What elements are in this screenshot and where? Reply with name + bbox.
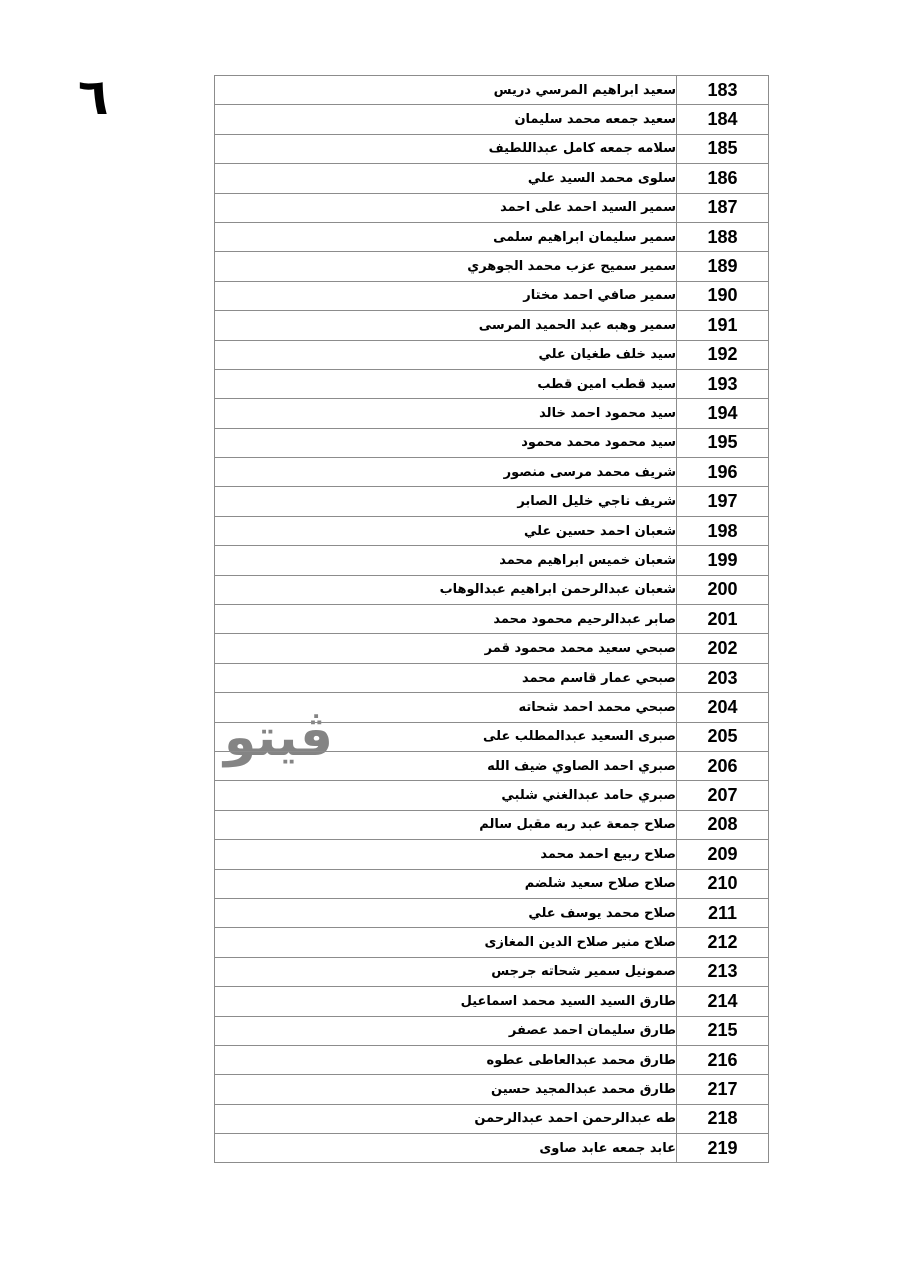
table-row — [215, 281, 769, 310]
table-row — [215, 546, 769, 575]
person-name-cell: شعبان احمد حسين علي — [215, 516, 677, 545]
row-number-cell: 195 — [677, 428, 769, 457]
row-number-cell: 210 — [677, 869, 769, 898]
table-row — [215, 634, 769, 663]
row-number-cell: 183 — [677, 76, 769, 105]
person-name-cell: طارق محمد عبدالعاطى عطوه — [215, 1045, 677, 1074]
row-number-cell: 207 — [677, 781, 769, 810]
table-row — [215, 105, 769, 134]
row-number-cell: 206 — [677, 751, 769, 780]
table-row — [215, 722, 769, 751]
row-number-cell: 188 — [677, 222, 769, 251]
table-row — [215, 458, 769, 487]
names-table-body — [215, 76, 769, 1163]
row-number-cell: 202 — [677, 634, 769, 663]
table-row — [215, 193, 769, 222]
table-row — [215, 1104, 769, 1133]
table-row — [215, 840, 769, 869]
table-row — [215, 957, 769, 986]
person-name-cell: سيد خلف طغيان علي — [215, 340, 677, 369]
person-name-cell: سمير وهبه عبد الحميد المرسى — [215, 311, 677, 340]
person-name-cell: صلاح صلاح سعيد شلضم — [215, 869, 677, 898]
table-row — [215, 1045, 769, 1074]
person-name-cell: طارق سليمان احمد عصفر — [215, 1016, 677, 1045]
row-number-cell: 187 — [677, 193, 769, 222]
page-number: ٦ — [78, 68, 109, 126]
table-row — [215, 898, 769, 927]
table-row — [215, 605, 769, 634]
person-name-cell: صلاح منير صلاح الدين المغازى — [215, 928, 677, 957]
table-row — [215, 869, 769, 898]
row-number-cell: 209 — [677, 840, 769, 869]
person-name-cell: صبحي عمار قاسم محمد — [215, 663, 677, 692]
person-name-cell: شعبان عبدالرحمن ابراهيم عبدالوهاب — [215, 575, 677, 604]
table-row — [215, 987, 769, 1016]
person-name-cell: صبحي محمد احمد شحاته — [215, 693, 677, 722]
person-name-cell: طارق السيد السيد محمد اسماعيل — [215, 987, 677, 1016]
table-row — [215, 76, 769, 105]
watermark-logo: ڤيتو — [224, 708, 334, 768]
table-row — [215, 311, 769, 340]
person-name-cell: شريف محمد مرسى منصور — [215, 458, 677, 487]
person-name-cell: سمير السيد احمد على احمد — [215, 193, 677, 222]
person-name-cell: شعبان خميس ابراهيم محمد — [215, 546, 677, 575]
row-number-cell: 212 — [677, 928, 769, 957]
table-row — [215, 751, 769, 780]
table-row — [215, 663, 769, 692]
row-number-cell: 199 — [677, 546, 769, 575]
person-name-cell: عابد جمعه عابد صاوى — [215, 1134, 677, 1163]
person-name-cell: سلوى محمد السيد علي — [215, 164, 677, 193]
row-number-cell: 215 — [677, 1016, 769, 1045]
table-row — [215, 781, 769, 810]
person-name-cell: صمونيل سمير شحاته جرجس — [215, 957, 677, 986]
person-name-cell: صبرى السعيد عبدالمطلب على — [215, 722, 677, 751]
row-number-cell: 213 — [677, 957, 769, 986]
row-number-cell: 204 — [677, 693, 769, 722]
row-number-cell: 185 — [677, 134, 769, 163]
table-row — [215, 516, 769, 545]
table-row — [215, 222, 769, 251]
row-number-cell: 219 — [677, 1134, 769, 1163]
person-name-cell: سيد قطب امين قطب — [215, 369, 677, 398]
row-number-cell: 203 — [677, 663, 769, 692]
person-name-cell: صبري حامد عبدالغني شلبي — [215, 781, 677, 810]
table-row — [215, 693, 769, 722]
table-row — [215, 164, 769, 193]
row-number-cell: 201 — [677, 605, 769, 634]
person-name-cell: شريف ناجي خليل الصابر — [215, 487, 677, 516]
row-number-cell: 217 — [677, 1075, 769, 1104]
person-name-cell: صلاح جمعة عبد ربه مقبل سالم — [215, 810, 677, 839]
table-row — [215, 1016, 769, 1045]
person-name-cell: طارق محمد عبدالمجيد حسين — [215, 1075, 677, 1104]
row-number-cell: 191 — [677, 311, 769, 340]
person-name-cell: صلاح ربيع احمد محمد — [215, 840, 677, 869]
person-name-cell: سيد محمود محمد محمود — [215, 428, 677, 457]
person-name-cell: صبري احمد الصاوي ضيف الله — [215, 751, 677, 780]
table-row — [215, 428, 769, 457]
table-row — [215, 487, 769, 516]
person-name-cell: صابر عبدالرحيم محمود محمد — [215, 605, 677, 634]
person-name-cell: سلامه جمعه كامل عبداللطيف — [215, 134, 677, 163]
person-name-cell: سمير سليمان ابراهيم سلمى — [215, 222, 677, 251]
table-row — [215, 575, 769, 604]
table-row — [215, 810, 769, 839]
table-row — [215, 1134, 769, 1163]
row-number-cell: 198 — [677, 516, 769, 545]
person-name-cell: سعيد ابراهيم المرسي دريس — [215, 76, 677, 105]
row-number-cell: 194 — [677, 399, 769, 428]
table-row — [215, 369, 769, 398]
row-number-cell: 196 — [677, 458, 769, 487]
row-number-cell: 189 — [677, 252, 769, 281]
row-number-cell: 211 — [677, 898, 769, 927]
table-row — [215, 399, 769, 428]
row-number-cell: 208 — [677, 810, 769, 839]
person-name-cell: سمير صافي احمد مختار — [215, 281, 677, 310]
person-name-cell: صلاح محمد يوسف علي — [215, 898, 677, 927]
table-row — [215, 1075, 769, 1104]
row-number-cell: 205 — [677, 722, 769, 751]
row-number-cell: 197 — [677, 487, 769, 516]
row-number-cell: 190 — [677, 281, 769, 310]
table-row — [215, 252, 769, 281]
table-row — [215, 928, 769, 957]
row-number-cell: 186 — [677, 164, 769, 193]
table-row — [215, 134, 769, 163]
table-row — [215, 340, 769, 369]
row-number-cell: 193 — [677, 369, 769, 398]
person-name-cell: سيد محمود احمد خالد — [215, 399, 677, 428]
row-number-cell: 200 — [677, 575, 769, 604]
person-name-cell: طه عبدالرحمن احمد عبدالرحمن — [215, 1104, 677, 1133]
row-number-cell: 184 — [677, 105, 769, 134]
row-number-cell: 216 — [677, 1045, 769, 1074]
names-table — [214, 75, 769, 1163]
person-name-cell: صبحي سعيد محمد محمود قمر — [215, 634, 677, 663]
row-number-cell: 214 — [677, 987, 769, 1016]
person-name-cell: سمير سميح عزب محمد الجوهري — [215, 252, 677, 281]
person-name-cell: سعيد جمعه محمد سليمان — [215, 105, 677, 134]
row-number-cell: 192 — [677, 340, 769, 369]
row-number-cell: 218 — [677, 1104, 769, 1133]
